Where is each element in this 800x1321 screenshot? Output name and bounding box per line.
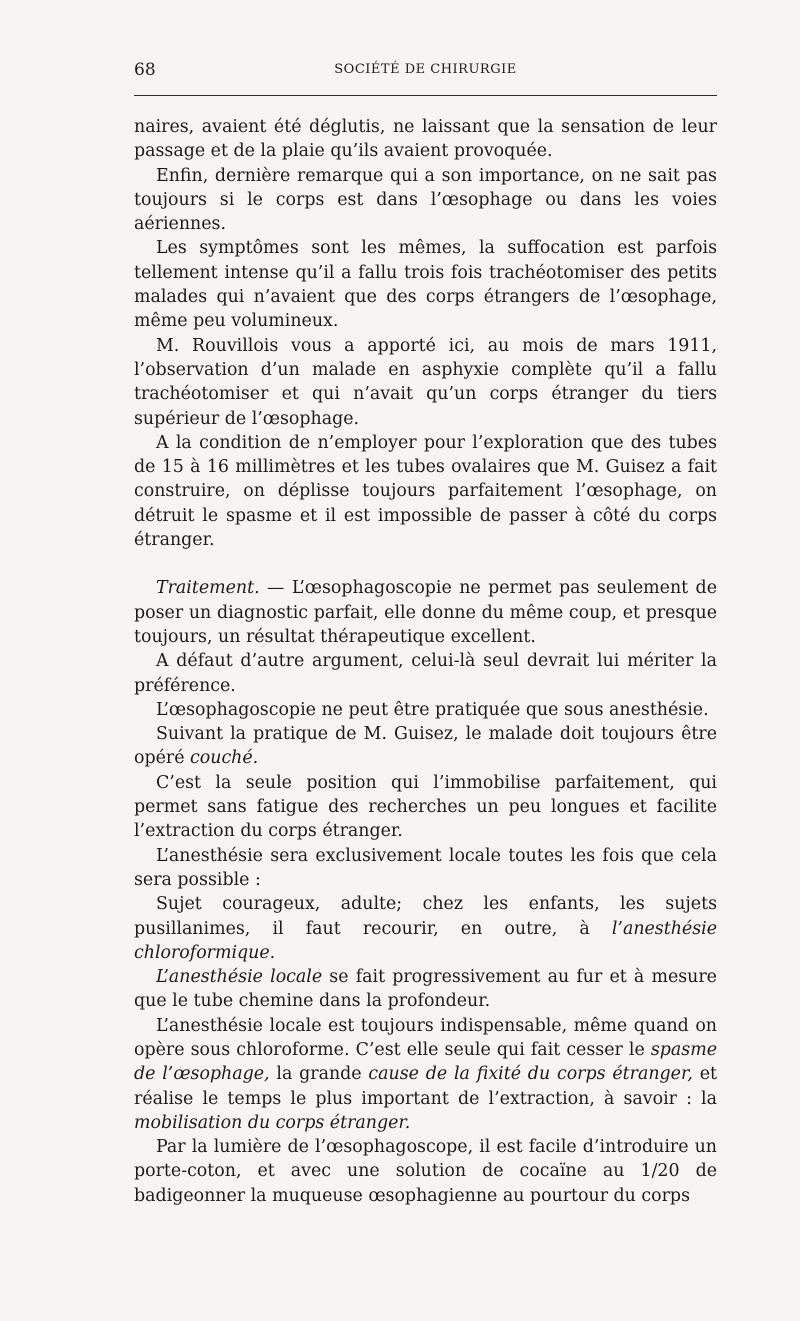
paragraph: Suivant la pratique de M. Guisez, le malade doit toujours être opéré couché. <box>134 724 717 769</box>
paragraph: L’anesthésie locale est toujours indispensable, même quand on opère sous chloroforme. C’est elle seule qui fait cesser le spasme de l’œsophage, la grande cause de la fixité du corps étranger, et réalise le temps le plus important de l’extraction, à savoir : la mobilisation du corps étranger. <box>134 1015 717 1133</box>
paragraph: A la condition de n’employer pour l’exploration que des tubes de 15 à 16 millimètres et les tubes ovalaires que M. Guisez a fait construire, on déplisse toujours parfaitement l’œsophage, on détruit le spasme et il est impossible de passer à côté du corps étranger. <box>134 432 717 551</box>
page-number: 68 <box>134 60 156 80</box>
paragraph: Sujet courageux, adulte; chez les enfants, les sujets pusillanimes, il faut recourir, en outre, à l’anesthésie chloroformique. <box>134 894 717 963</box>
paragraph: L’anesthésie locale se fait progressivement au fur et à mesure que le tube chemine dans la profondeur. <box>134 967 717 1012</box>
section-heading: Traitement. <box>156 578 260 599</box>
paragraph: Enfin, dernière remarque qui a son importance, on ne sait pas toujours si le corps est dans l’œsophage ou dans les voies aériennes. <box>134 165 717 235</box>
paragraph: naires, avaient été déglutis, ne laissant que la sensation de leur passage et de la plaie qu’ils avaient provoquée. <box>134 117 717 162</box>
paragraph: C’est la seule position qui l’immobilise parfaitement, qui permet sans fatigue des recherches un peu longues et facilite l’extraction du corps étranger. <box>134 772 717 842</box>
paragraph: L’anesthésie sera exclusivement locale toutes les fois que cela sera possible : <box>134 845 717 890</box>
paragraph: Les symptômes sont les mêmes, la suffocation est parfois tellement intense qu’il a fallu trois fois trachéotomiser des petits malades qui n’avaient que des corps étrangers de l’œsophage, même peu volumineux. <box>134 238 717 332</box>
paragraph: A défaut d’autre argument, celui-là seul devrait lui mériter la préférence. <box>134 651 717 696</box>
body-text <box>134 115 717 1208</box>
running-title: SOCIÉTÉ DE CHIRURGIE <box>334 62 517 77</box>
paragraph: Par la lumière de l’œsophagoscope, il est facile d’introduire un porte-coton, et avec une solution de cocaïne au 1/20 de badigeonner la muqueuse œsophagienne au pourtour du corps <box>134 1137 717 1206</box>
header-rule <box>134 95 717 96</box>
page-header <box>134 58 717 88</box>
section-gap <box>134 552 717 576</box>
paragraph: L’œsophagoscopie ne peut être pratiquée que sous anesthésie. <box>156 699 709 720</box>
paragraph-traitement: Traitement. — L’œsophagoscopie ne permet pas seulement de poser un diagnostic parfait, elle donne du même coup, et presque toujours, un résultat thérapeutique excellent. <box>134 578 717 647</box>
paragraph: M. Rouvillois vous a apporté ici, au mois de mars 1911, l’observation d’un malade en asphyxie complète qu’il a fallu trachéotomiser et qui n’avait qu’un corps étranger du tiers supérieur de l’œsophage. <box>134 335 717 429</box>
